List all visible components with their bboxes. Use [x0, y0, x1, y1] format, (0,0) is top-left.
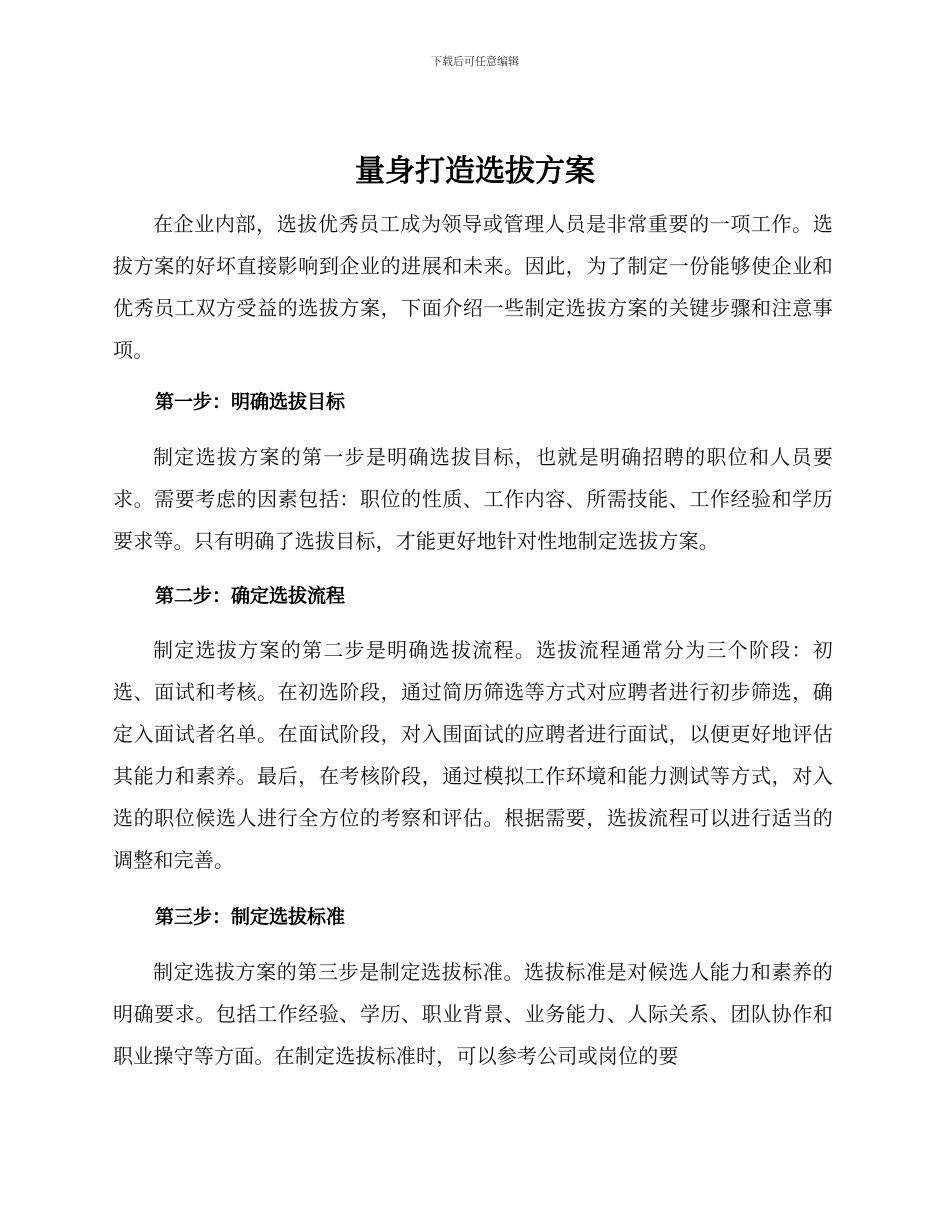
- step-3-heading: 第三步：制定选拔标准: [155, 906, 346, 928]
- step-1-heading: 第一步：明确选拔目标: [155, 391, 346, 413]
- intro-paragraph: 在企业内部，选拔优秀员工成为领导或管理人员是非常重要的一项工作。选拔方案的好坏直接影响到企业的进展和未来。因此，为了制定一份能够使企业和优秀员工双方受益的选拔方案，下面介绍一些制定选拔方案的关键步骤和注意事项。: [113, 212, 833, 362]
- step-1-paragraph: 制定选拔方案的第一步是明确选拔目标，也就是明确招聘的职位和人员要求。需要考虑的因素包括：职位的性质、工作内容、所需技能、工作经验和学历要求等。只有明确了选拔目标，才能更好地针对性地制定选拔方案。: [113, 445, 833, 553]
- header-note: 下载后可任意编辑: [431, 55, 519, 68]
- step-3-paragraph: 制定选拔方案的第三步是制定选拔标准。选拔标准是对候选人能力和素养的明确要求。包括工作经验、学历、职业背景、业务能力、人际关系、团队协作和职业操守等方面。在制定选拔标准时，可以参考公司或岗位的要: [113, 960, 833, 1068]
- step-2-heading: 第二步：确定选拔流程: [155, 585, 346, 607]
- step-2-paragraph: 制定选拔方案的第二步是明确选拔流程。选拔流程通常分为三个阶段：初选、面试和考核。在初选阶段，通过简历筛选等方式对应聘者进行初步筛选，确定入面试者名单。在面试阶段，对入围面试的应聘者进行面试，以便更好地评估其能力和素养。最后，在考核阶段，通过模拟工作环境和能力测试等方式，对入选的职位候选人进行全方位的考察和评估。根据需要，选拔流程可以进行适当的调整和完善。: [113, 638, 833, 872]
- document-title: 量身打造选拔方案: [355, 154, 595, 189]
